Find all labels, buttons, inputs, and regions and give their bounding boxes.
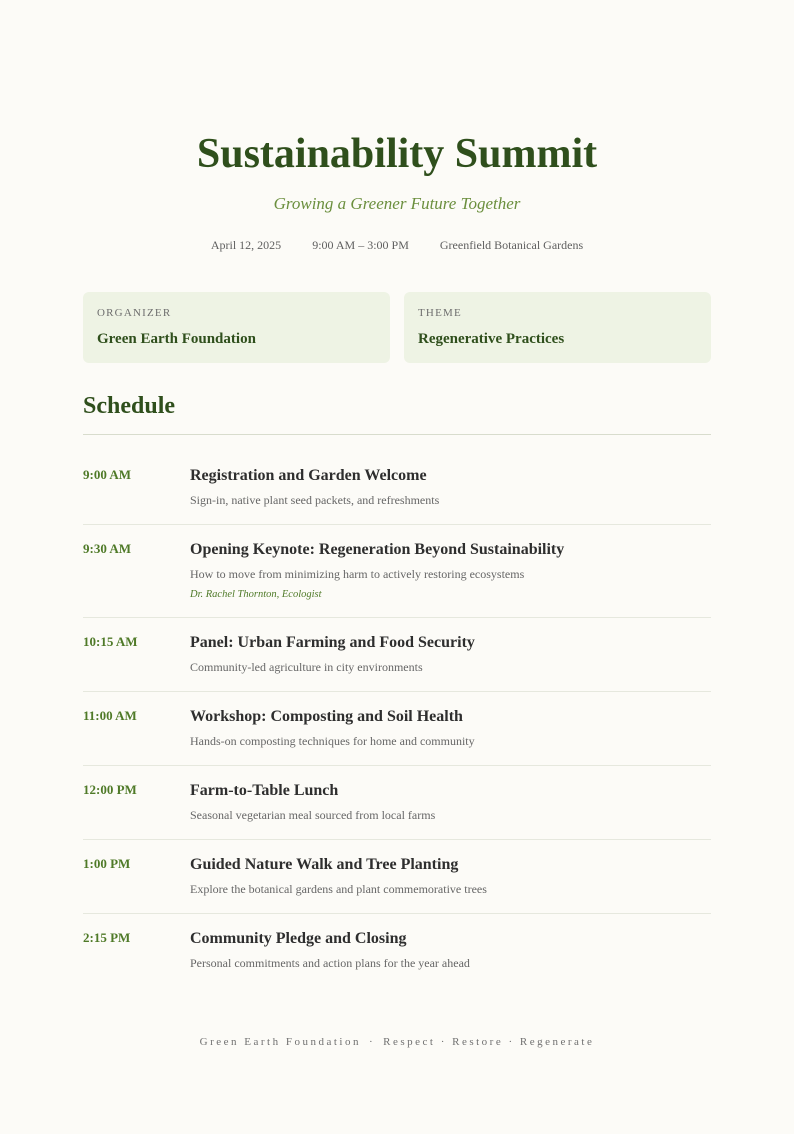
schedule-item-title: Farm-to-Table Lunch: [190, 782, 339, 799]
footer-organization: Green Earth Foundation: [199, 1036, 361, 1048]
page-footer: [0, 1034, 794, 1050]
schedule-item-body: [190, 632, 711, 676]
schedule-item: [83, 525, 711, 618]
schedule-item-title: Guided Nature Walk and Tree Planting: [190, 856, 459, 873]
schedule-item-description: Explore the botanical gardens and plant commemorative trees: [190, 882, 487, 896]
theme-label: THEME: [418, 307, 462, 319]
schedule-item-time: 11:00 AM: [83, 708, 137, 723]
schedule-item-time: 10:15 AM: [83, 634, 138, 649]
schedule-item-description: Sign-in, native plant seed packets, and refreshments: [190, 493, 440, 507]
schedule-item: [83, 914, 711, 987]
schedule-item-title: Panel: Urban Farming and Food Security: [190, 634, 475, 651]
page-subtitle: Growing a Greener Future Together: [273, 194, 521, 213]
schedule-item: [83, 451, 711, 525]
schedule-item-time: 9:00 AM: [83, 467, 132, 482]
schedule-item-description: Personal commitments and action plans for the year ahead: [190, 956, 470, 970]
schedule-list: [83, 451, 711, 987]
schedule-item-speaker: Dr. Rachel Thornton, Ecologist: [190, 589, 322, 600]
footer-separator: ·: [368, 1036, 376, 1048]
schedule-item-time: 2:15 PM: [83, 930, 131, 945]
event-date: April 12, 2025: [210, 238, 282, 252]
schedule-item-title: Registration and Garden Welcome: [190, 467, 427, 484]
schedule-item-description: Seasonal vegetarian meal sourced from local farms: [190, 808, 436, 822]
schedule-item-body: [190, 854, 711, 898]
organizer-value: Green Earth Foundation: [97, 331, 256, 347]
theme-value: Regenerative Practices: [418, 331, 565, 347]
organizer-card: [83, 292, 390, 363]
schedule-item-title: Workshop: Composting and Soil Health: [190, 708, 463, 725]
schedule-item: [83, 766, 711, 840]
page-title: Sustainability Summit: [196, 131, 598, 177]
schedule-item-body: [190, 465, 711, 509]
schedule-item: [83, 618, 711, 692]
schedule-item-time: 12:00 PM: [83, 782, 137, 797]
event-time: 9:00 AM – 3:00 PM: [312, 238, 409, 252]
footer-motto: Respect · Restore · Regenerate: [383, 1036, 595, 1048]
schedule-item-time: 1:00 PM: [83, 856, 131, 871]
schedule-heading: Schedule: [83, 393, 176, 419]
theme-card: [404, 292, 711, 363]
schedule-item-body: [190, 928, 711, 972]
schedule-item-title: Opening Keynote: Regeneration Beyond Sustainability: [190, 541, 565, 558]
organizer-label: ORGANIZER: [97, 307, 172, 319]
schedule-item-body: [190, 706, 711, 750]
schedule-item-body: [190, 539, 711, 602]
schedule-item-description: Community-led agriculture in city environments: [190, 660, 423, 674]
event-meta: [83, 236, 711, 254]
schedule-item-body: [190, 780, 711, 824]
schedule-divider: [83, 434, 711, 435]
schedule-item: [83, 840, 711, 914]
schedule-item: [83, 692, 711, 766]
info-cards: [83, 292, 711, 363]
schedule-item-time: 9:30 AM: [83, 541, 132, 556]
schedule-item-description: How to move from minimizing harm to actively restoring ecosystems: [190, 567, 525, 581]
event-venue: Greenfield Botanical Gardens: [439, 238, 584, 252]
schedule-item-title: Community Pledge and Closing: [190, 930, 407, 947]
schedule-item-description: Hands-on composting techniques for home and community: [190, 734, 475, 748]
